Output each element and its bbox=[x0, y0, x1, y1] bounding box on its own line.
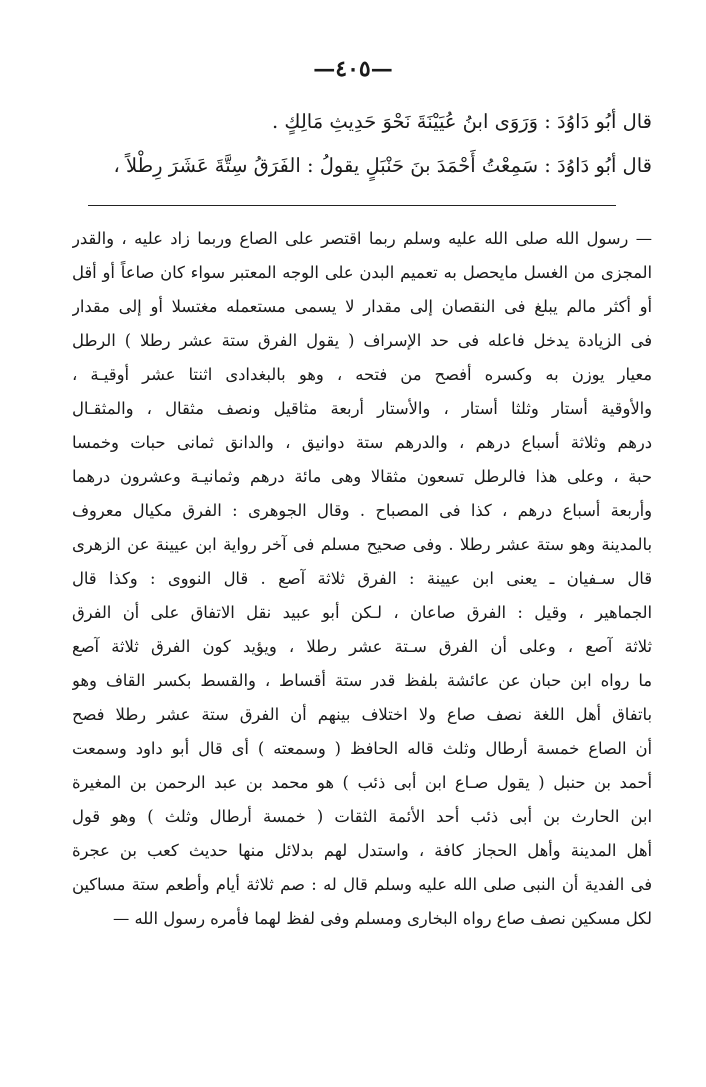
commentary-line: قال سـفيان ـ يعنى ابن عيينة : الفرق ثلاثة آصع . قال النووى : وكذا قال bbox=[72, 569, 652, 588]
commentary-line: أو أكثر مالم يبلغ فى النقصان إلى مقدار لا يسمى مستعمله مغتسلا أو إلى مقدار bbox=[72, 297, 652, 316]
divider-rule bbox=[88, 205, 616, 206]
commentary-line: وأربعة أسباع درهم ، كذا فى المصباح . وقال الجوهرى : الفرق مكيال معروف bbox=[72, 501, 652, 520]
commentary-line: ثلاثة آصع ، وعلى أن الفرق سـتة عشر رطلا ، ويؤيد كون الفرق ثلاثة آصع bbox=[72, 637, 652, 656]
commentary-line: أهل المدينة وأهل الحجاز كافة ، واستدل لهم بدلائل منها حديث كعب بن عجرة bbox=[72, 841, 652, 860]
commentary-line: حبة ، وعلى هذا فالرطل تسعون مثقالا وهى مائة درهم وثمانيـة وعشرون درهما bbox=[72, 467, 652, 486]
commentary-line: معيار يوزن به وكسره أفصح من فتحه ، وهو بالبغدادى اثنتا عشر أوقيـة ، bbox=[72, 365, 652, 384]
page-number: —٤٠٥— bbox=[313, 56, 393, 82]
commentary-line: فى الزيادة يدخل فاعله فى حد الإسراف ( يقول الفرق ستة عشر رطلا ) الرطل bbox=[72, 331, 652, 350]
commentary-line: أن الصاع خمسة أرطال وثلث قاله الحافظ ( وسمعته ) أى قال أبو داود وسمعت bbox=[72, 739, 652, 758]
main-text-line: قال أبُو دَاوُدَ : وَرَوَى ابنُ عُيَيْنَةَ نَحْوَ حَدِيثِ مَالِكٍ . bbox=[272, 110, 652, 133]
commentary-line: المجزى من الغسل مايحصل به تعميم البدن على الوجه المعتبر سواء كان صاعاً أو أقل bbox=[72, 263, 652, 282]
main-text-line: قال أبُو دَاوُدَ : سَمِعْتُ أَحْمَدَ بنَ حَنْبَلٍ يقولُ : الفَرَقُ سِتَّةَ عَشَرَ رِطْلاً ، bbox=[113, 154, 652, 177]
main-text bbox=[70, 100, 652, 188]
commentary-line: فى الفدية أن النبى صلى الله عليه وسلم قال له : صم ثلاثة أيام وأطعم ستة مساكين bbox=[72, 875, 652, 894]
commentary-line: والأوقية أستار وثلثا أستار ، والأستار أربعة مثاقيل ونصف مثقال ، والمثقـال bbox=[72, 399, 652, 418]
commentary-line: ابن الحارث بن أبى ذئب أحد الأئمة الثقات ( خمسة أرطال وثلث ) وهو قول bbox=[72, 807, 652, 826]
commentary-line: باتفاق أهل اللغة نصف صاع ولا اختلاف بينهم أن الفرق ستة عشر رطلا فصح bbox=[72, 705, 652, 724]
commentary-line: درهم وثلاثة أسباع درهم ، والدرهم ستة دوانيق ، والدانق ثمانى حبات وخمسا bbox=[72, 433, 652, 452]
commentary-line: — رسول الله صلى الله عليه وسلم ربما اقتصر على الصاع وربما زاد عليه ، والقدر bbox=[72, 229, 652, 248]
commentary-line: أحمد بن حنبل ( يقول صـاع ابن أبى ذئب ) هو محمد بن عبد الرحمن بن المغيرة bbox=[72, 773, 652, 792]
commentary-line: ما رواه ابن حبان عن عائشة بلفظ قدر ستة أقساط ، والقسط بكسر القاف وهو bbox=[72, 671, 652, 690]
commentary-line: الجماهير ، وقيل : الفرق صاعان ، لـكن أبو عبيد نقل الاتفاق على أن الفرق bbox=[72, 603, 652, 622]
commentary-line: لكل مسكين نصف صاع رواه البخارى ومسلم وفى لفظ لهما فأمره رسول الله — bbox=[112, 909, 652, 928]
commentary-text bbox=[72, 222, 652, 936]
commentary-line: بالمدينة وهو ستة عشر رطلا . وفى صحيح مسلم فى آخر رواية ابن عيينة عن الزهرى bbox=[72, 535, 652, 554]
